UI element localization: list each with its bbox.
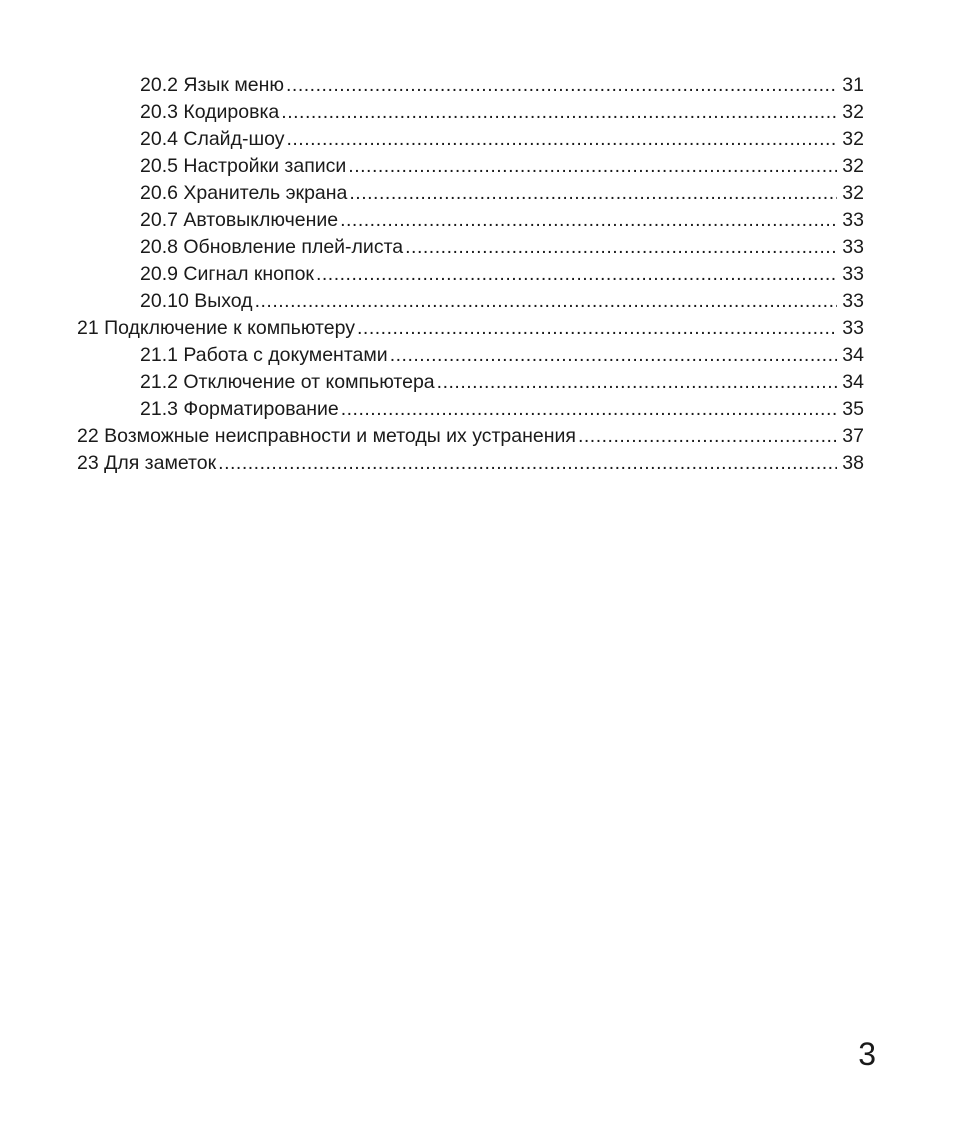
- toc-entry-page: 33: [842, 263, 864, 285]
- toc-entry-page: 32: [842, 128, 864, 150]
- toc-dot-leader: [405, 234, 837, 261]
- toc-entry-page: 33: [842, 236, 864, 258]
- toc-entry-title: 20.7 Автовыключение: [140, 209, 339, 231]
- toc-dot-leader: [281, 99, 837, 126]
- toc-entry-page: 32: [842, 182, 864, 204]
- toc-entry[interactable]: [77, 450, 864, 477]
- toc-entry-page: 34: [842, 344, 864, 366]
- toc-entry[interactable]: [77, 99, 864, 126]
- toc-entry-page: 37: [842, 425, 864, 447]
- toc-entry[interactable]: [77, 126, 864, 153]
- toc-entry[interactable]: [77, 153, 864, 180]
- toc-entry-title: 21.3 Форматирование: [140, 398, 339, 420]
- toc-dot-leader: [349, 180, 837, 207]
- toc-entry-title: 20.2 Язык меню: [140, 74, 285, 96]
- toc-entry[interactable]: [77, 369, 864, 396]
- toc-entry-page: 38: [842, 452, 864, 474]
- toc-entry-title: 21 Подключение к компьютеру: [77, 317, 355, 339]
- toc-dot-leader: [316, 261, 837, 288]
- toc-entry-page: 33: [842, 209, 864, 231]
- toc-entry-title: 20.5 Настройки записи: [140, 155, 347, 177]
- toc-entry-page: 35: [842, 398, 864, 420]
- toc-dot-leader: [255, 288, 837, 315]
- toc-entry-page: 32: [842, 101, 864, 123]
- toc-entry-page: 33: [842, 290, 864, 312]
- toc-entry[interactable]: [77, 396, 864, 423]
- toc-dot-leader: [578, 423, 837, 450]
- toc-dot-leader: [357, 315, 837, 342]
- toc-entry-title: 20.8 Обновление плей-листа: [140, 236, 404, 258]
- toc-entry-title: 20.6 Хранитель экрана: [140, 182, 348, 204]
- toc-entry[interactable]: [77, 423, 864, 450]
- toc-dot-leader: [286, 72, 837, 99]
- toc-entry-page: 34: [842, 371, 864, 393]
- toc-entry-title: 21.2 Отключение от компьютера: [140, 371, 435, 393]
- table-of-contents: [77, 72, 864, 477]
- toc-entry[interactable]: [77, 288, 864, 315]
- toc-entry-title: 20.10 Выход: [140, 290, 253, 312]
- toc-entry-title: 20.4 Слайд-шоу: [140, 128, 285, 150]
- toc-entry[interactable]: [77, 207, 864, 234]
- toc-entry[interactable]: [77, 72, 864, 99]
- toc-entry[interactable]: [77, 234, 864, 261]
- toc-entry-title: 20.9 Сигнал кнопок: [140, 263, 314, 285]
- toc-dot-leader: [341, 396, 837, 423]
- toc-entry-page: 33: [842, 317, 864, 339]
- toc-dot-leader: [218, 450, 837, 477]
- toc-entry-title: 21.1 Работа с документами: [140, 344, 388, 366]
- toc-entry-title: 20.3 Кодировка: [140, 101, 280, 123]
- toc-entry[interactable]: [77, 180, 864, 207]
- toc-entry[interactable]: [77, 261, 864, 288]
- toc-entry[interactable]: [77, 342, 864, 369]
- toc-dot-leader: [340, 207, 837, 234]
- toc-dot-leader: [348, 153, 837, 180]
- toc-dot-leader: [437, 369, 837, 396]
- toc-entry-title: 23 Для заметок: [77, 452, 217, 474]
- toc-entry[interactable]: [77, 315, 864, 342]
- toc-entry-title: 22 Возможные неисправности и методы их устранения: [77, 425, 576, 447]
- toc-entry-page: 32: [842, 155, 864, 177]
- toc-dot-leader: [390, 342, 837, 369]
- toc-entry-page: 31: [842, 74, 864, 96]
- page-number: 3: [858, 1036, 876, 1072]
- toc-dot-leader: [286, 126, 837, 153]
